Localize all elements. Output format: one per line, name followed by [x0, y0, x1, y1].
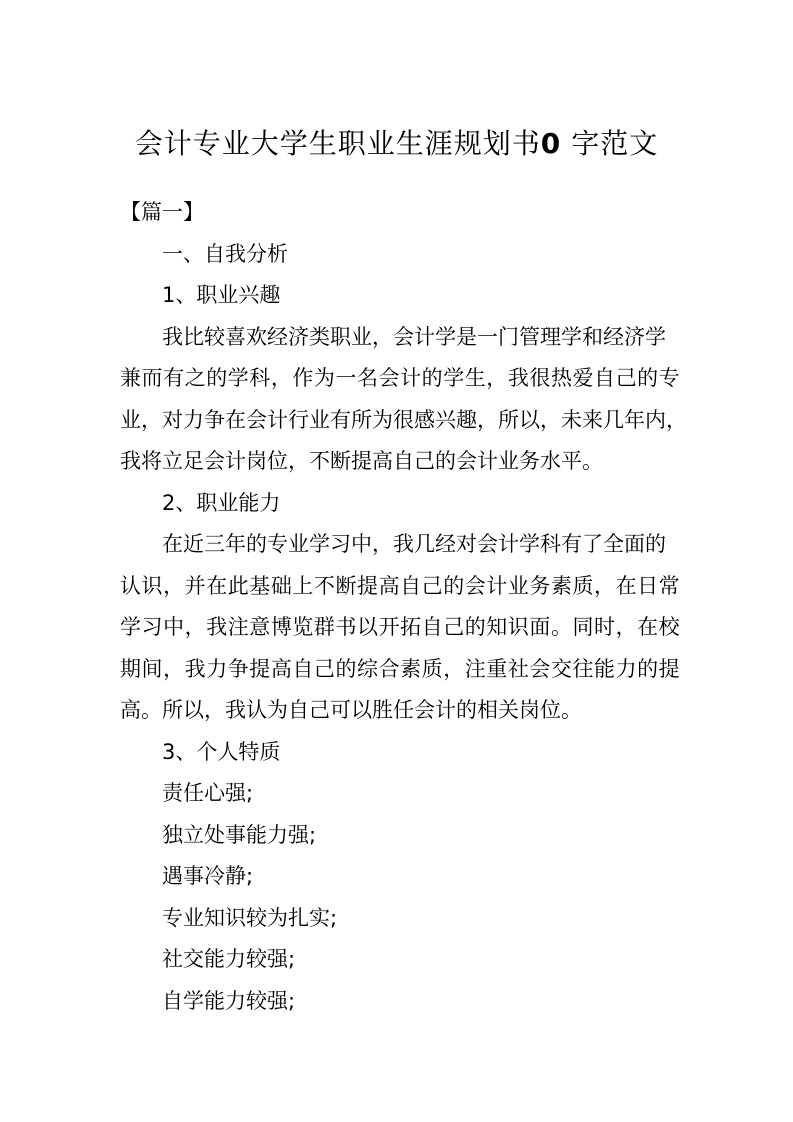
- paragraph-line: 认 识 ， 并 在 此 基 础 上 不 断 提 高 自 己 的 会 计 业 务 素 质 ， 在 日 常: [120, 573, 680, 598]
- paragraph-line: 在近三年的专业学习中，我几经对会计学科有了全面的: [162, 532, 666, 556]
- trait-item: 专业知识较为扎实;: [162, 905, 338, 930]
- paragraph-line: 高。所以，我认为自己可以胜任会计的相关岗位。: [120, 698, 582, 722]
- paragraph-interest: [120, 317, 687, 483]
- document-body: [120, 192, 687, 1022]
- paragraph-line: 学 习 中 ， 我 注 意 博 览 群 书 以 开 拓 自 己 的 知 识 面 。 同 时 ， 在 校: [120, 615, 680, 639]
- trait-item: 责任心强;: [162, 781, 254, 805]
- heading-interest: 1、职业兴趣: [162, 283, 281, 307]
- trait-item: 社交能力较强;: [162, 947, 296, 971]
- paragraph-line: 我将立足会计岗位，不断提高自己的会计业务水平。: [120, 449, 603, 473]
- paragraph-line: 兼 而 有 之 的 学 科 ， 作 为 一 名 会 计 的 学 生 ， 我 很 热 爱 自 己 的 专: [120, 366, 680, 390]
- document-title: [0, 118, 793, 170]
- section-label: 【篇一】: [120, 200, 204, 224]
- heading-ability: 2、职业能力: [162, 490, 281, 515]
- paragraph-line: 期 间 ， 我 力 争 提 高 自 己 的 综 合 素 质 ， 注 重 社 会 交 往 能 力 的 提: [120, 656, 680, 681]
- heading-traits: 3、个人特质: [162, 739, 281, 764]
- paragraph-line: 我比较喜欢经济类职业，会计学是一门管理学和经济学: [162, 324, 666, 349]
- traits-list: [120, 773, 680, 1022]
- paragraph-line: 业 ， 对 力 争 在 会 计 行 业 有 所 为 很 感 兴 趣 ， 所 以 ， 未 来 几 年 内 ，: [120, 407, 687, 432]
- heading-self-analysis: 一、自我分析: [162, 241, 288, 266]
- trait-item: 遇事冷静;: [162, 864, 254, 888]
- title-number: 0: [540, 127, 562, 160]
- trait-item: 自学能力较强;: [162, 988, 296, 1013]
- trait-item: 独立处事能力强;: [162, 822, 317, 847]
- title-text-part1: 会计专业大学生职业生涯规划书: [134, 127, 541, 160]
- paragraph-ability: [120, 524, 680, 732]
- title-text-part2: 字范文: [571, 127, 659, 160]
